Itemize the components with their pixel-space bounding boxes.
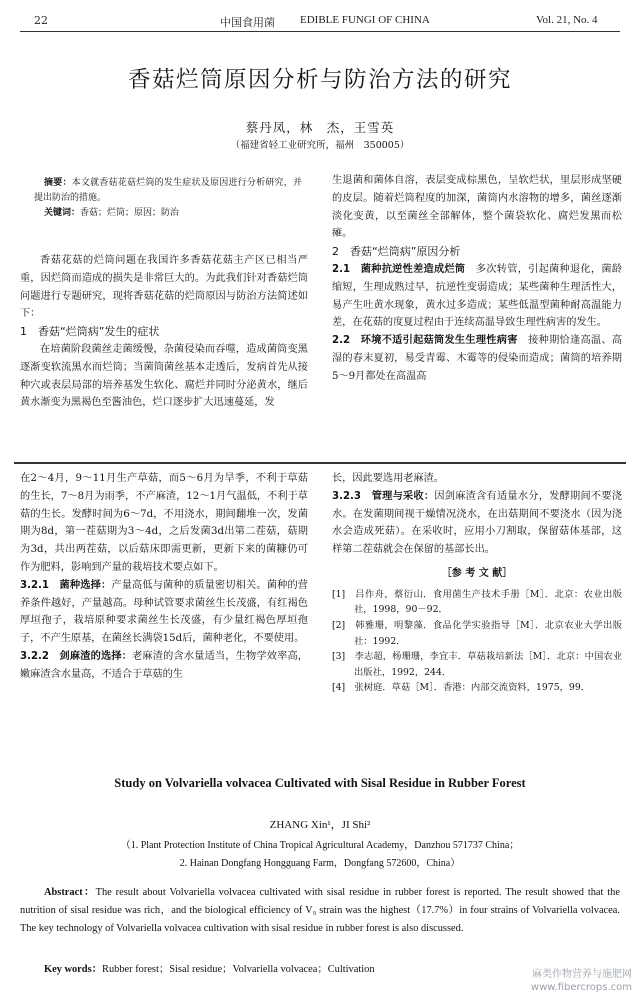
section-2-heading: 2 香菇“烂筒病”原因分析	[332, 245, 461, 259]
article-divider	[14, 462, 626, 464]
section-2-1-text: 多次转管，引起菌种退化，菌龄缩短，生理成熟过早，抗逆性变弱造成；某些菌种生理活性大，易产生吐黄水现象，黄水过多造成；某些低温型菌种耐高温能力差，在花菇的度夏过程由于连续高温导致生理性病害的发生。	[332, 263, 623, 329]
section-1-heading: 1 香菇“烂筒病”发生的症状	[20, 325, 160, 339]
english-title: Study on Volvariella volvacea Cultivated with Sisal Residue in Rubber Forest	[114, 776, 526, 790]
english-affiliation-2: 2. Hainan Dongfang Hongguang Farm，Dongfang 572600，China）	[179, 858, 461, 869]
english-keywords-text: Rubber forest；Sisal residue；Volvariella volvacea；Cultivation	[102, 964, 375, 975]
section-2-1-label: 2.1 菌种抗逆性差造成烂筒	[332, 263, 466, 275]
abstract-cn	[34, 176, 302, 221]
volume-issue: Vol. 21, No. 4	[536, 14, 598, 26]
reference-item: [3] 李志超，杨珊珊，李宜丰．草菇栽培新法［M］．北京：中国农业出版社，1992，244．	[332, 651, 622, 678]
header-rule	[20, 31, 620, 32]
author-affiliation: （福建省轻工业研究所，福州 350005）	[230, 140, 410, 151]
left-column	[20, 252, 308, 412]
abstract-cn-text: 本文就香菇花菇烂筒的发生症状及原因进行分析研究，并提出防治的措施。	[34, 178, 302, 203]
section-2-2-text: 接种期恰逢高温、高湿的春末夏初，易受青霉、木霉等的侵染而造成；菌筒的培养期5～9月都处在高温高	[332, 335, 623, 382]
reference-item: [2] 韩雅珊，明黎藻．食品化学实验指导［M］．北京农业大学出版社：1992．	[332, 619, 622, 647]
section-3-2-3-label: 3.2.3 管理与采收：	[332, 490, 435, 502]
page-number: 22	[34, 14, 48, 27]
english-authors: ZHANG Xin¹，JI Shi²	[269, 819, 371, 831]
reference-list	[332, 587, 622, 696]
section-2-2-label: 2.2 环境不适引起菇筒发生生理性病害	[332, 335, 518, 347]
site-watermark	[531, 968, 632, 994]
english-affiliation-1: （1. Plant Protection Institute of China Tropical Agricultural Academy，Danzhou 571737 China；	[120, 840, 520, 851]
watermark-line-2: www.fibercrops.com	[530, 982, 632, 993]
english-abstract	[20, 884, 620, 938]
reference-item: [4] 张树庭．草菇［M］．香港：内部交流资料，1975，99．	[332, 682, 591, 694]
section-3-2-3-text: 因剑麻渣含有适量水分，发酵期间不要浇水。在发菌期间视干燥情况浇水，在出菇期间不要浇水（因为浇水会造成死菇）。在采收时，应用小刀割取，保留菇体基部，这样第二茬菇就会在保留的基部长出。	[332, 490, 622, 556]
watermark-line-1: 麻类作物营养与施肥网	[532, 969, 632, 980]
bottom-right-column	[332, 470, 622, 696]
article-authors: 蔡丹凤，林 杰，王雪英	[245, 120, 395, 135]
cultivation-paragraph: 在2～4月，9～11月生产草菇，而5～6月为旱季，不利于草菇的生长，7～8月为雨季，不产麻渣，12～1月气温低，不利于草菇的生长。发酵时间为6～7d，不用浇水，期间翻堆一次，发菌期为8d，第一茬菇期为3～4d，之后发菌3d出第二茬菇，菇期为3d，共出两茬菇，以后菇床即需更新，更新下来的菌糠仍可作为肥料，影响到产量的栽培技术要点如下。	[20, 473, 308, 573]
abstract-cn-label: 摘要：	[44, 178, 72, 188]
section-1-text: 在培菌阶段菌丝走菌缓慢，杂菌侵染而吞噬，造成菌筒变黑逐渐变软流黑水而烂筒；当菌筒菌丝基本走透后，发病首先从接种穴或表层局部的培养基发生软化、腐烂并同时分泌黄水，继后黄水渐变为黑褐色至酱油色，烂口逐步扩大迅速蔓延，发	[20, 343, 308, 409]
reference-item: [1] 吕作舟，蔡衍山．食用菌生产技术手册［M］．北京：农业出版社，1998，90－92．	[332, 588, 622, 616]
english-keywords-label: Key words：	[44, 964, 103, 975]
references-heading: ［参 考 文 献］	[441, 567, 513, 579]
english-abstract-label: Abstract：	[44, 887, 96, 898]
english-abstract-text: The result about Volvariella volvacea cultivated with sisal residue in rubber forest is reported. The result showed that the nutrition of sisal residue was rich，and the biological efficiency of V₉ strain was the highest（17.7%）in four strains of Volvariella volvacea. The key technology of Volvariella volvacea cultivation with sisal residue in rubber forest is also discussed.	[20, 887, 620, 934]
keywords-cn: 香菇；烂筒；原因；防治	[80, 208, 180, 218]
symptom-continuation: 生退菌和菌体自溶，表层变成棕黑色，呈软烂状，里层形成坚硬的皮层。随着烂筒程度的加深，菌筒内水溶物的增多，菌丝逐渐淡化变黄，以至菌丝全部解体，整个菌袋软化、腐烂发黑而松瘫。	[332, 175, 622, 240]
section-3-2-2-label: 3.2.2 剑麻渣的选择：	[20, 650, 133, 662]
residue-continuation: 长，因此要选用老麻渣。	[332, 473, 445, 484]
journal-name-cn: 中国食用菌	[220, 16, 275, 29]
journal-name-en: EDIBLE FUNGI OF CHINA	[300, 14, 430, 26]
intro-paragraph: 香菇花菇的烂筒问题在我国许多香菇花菇主产区已相当严重，因烂筒而造成的损失是非常巨大的。为此我们针对香菇烂筒问题进行专题研究，现将香菇花菇的烂筒原因与防治方法简述如下：	[20, 255, 308, 320]
english-keywords	[44, 960, 604, 975]
right-column	[332, 172, 622, 386]
bottom-left-column	[20, 470, 308, 684]
section-3-2-1-text: 产量高低与菌种的质量密切相关。菌种的营养条件越好，产量越高。母种试管要求菌丝生长茂盛，有红褐色厚垣孢子，栽培原种要求菌丝生长茂盛，有少量红褐色厚垣孢子，不产生原基，在菌丝长满袋15d后，菌种老化，不要使用。	[20, 579, 308, 645]
keywords-cn-label: 关键词：	[44, 208, 81, 218]
article-title: 香菇烂筒原因分析与防治方法的研究	[127, 67, 512, 93]
section-3-2-2-text: 老麻渣的含水量适当，生物学效率高，嫩麻渣含水量高，不适合于草菇的生	[20, 650, 308, 680]
section-3-2-1-label: 3.2.1 菌种选择：	[20, 579, 112, 591]
